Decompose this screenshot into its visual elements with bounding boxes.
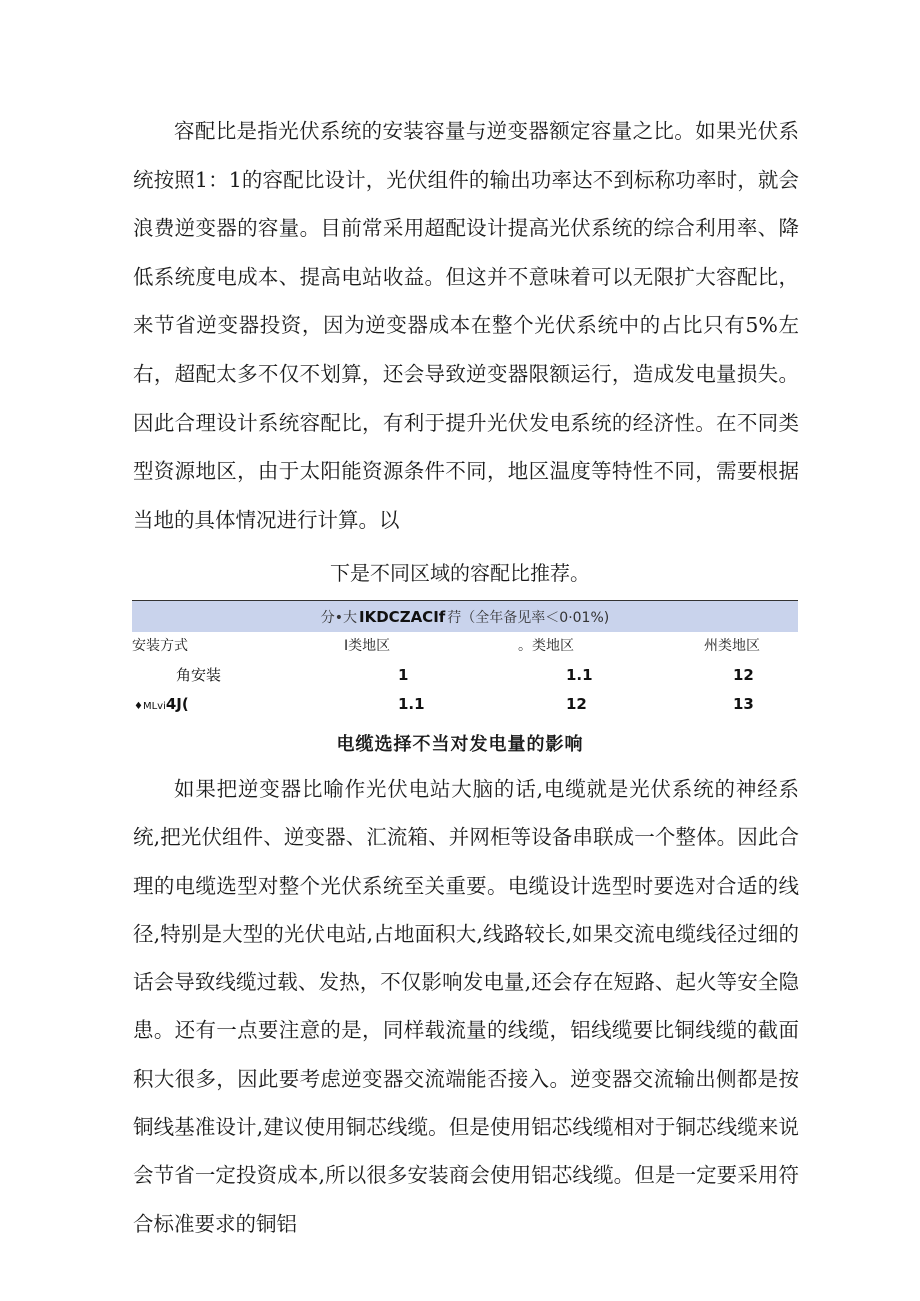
column-header-install-method: 安装方式: [132, 638, 188, 654]
cell-value: 1.1: [398, 695, 425, 713]
table-row: [132, 690, 798, 719]
table-caption: 下是不同区域的容配比推荐。: [330, 561, 590, 585]
table-header-suffix: 荇（全年备见率＜0·01%): [447, 609, 610, 626]
table-header-prefix: 分•大: [320, 609, 358, 626]
row-label-bold: 4J(: [165, 695, 189, 713]
table-header-band: [132, 601, 798, 632]
row-label: [134, 690, 189, 721]
cell-value: 12: [566, 695, 587, 713]
table-row: [132, 661, 798, 690]
row-label-small: ♦MLvi: [134, 701, 166, 712]
table-column-headers: [132, 632, 798, 661]
cell-value: 1: [398, 666, 409, 684]
section-heading: 电缆选择不当对发电量的影响: [336, 734, 584, 755]
cell-value: 1.1: [566, 666, 593, 684]
cell-value: 12: [733, 666, 754, 684]
column-header-region-2: 。类地区: [518, 638, 574, 654]
row-label: 角安装: [176, 666, 222, 684]
capacity-ratio-table: [132, 600, 798, 719]
cell-value: 13: [733, 695, 754, 713]
table-header-bold: IKDCZACIf: [359, 607, 446, 626]
cable-paragraph: 如果把逆变器比喻作光伏电站大脑的话,电缆就是光伏系统的神经系统,把光伏组件、逆变器、汇流箱、并网柜等设备串联成一个整体。因此合理的电缆选型对整个光伏系统至关重要。电缆设计选型时要选对合适的线径,特别是大型的光伏电站,占地面积大,线路较长,如果交流电缆线径过细的话会导致线缆过载、发热，不仅影响发电量,还会存在短路、起火等安全隐患。还有一点要注意的是，同样载流量的线缆，铝线缆要比铜线缆的截面积大很多，因此要考虑逆变器交流端能否接入。逆变器交流输出侧都是按铜线基准设计,建议使用铜芯线缆。但是使用铝芯线缆相对于铜芯线缆来说会节省一定投资成本,所以很多安装商会使用铝芯线缆。但是一定要采用符合标准要求的铜铝: [133, 777, 799, 1236]
column-header-region-1: I类地区: [344, 638, 391, 654]
intro-paragraph: 容配比是指光伏系统的安装容量与逆变器额定容量之比。如果光伏系统按照1：1的容配比设计，光伏组件的输出功率达不到标称功率时，就会浪费逆变器的容量。目前常采用超配设计提高光伏系统的综合利用率、降低系统度电成本、提高电站收益。但这并不意味着可以无限扩大容配比，来节省逆变器投资，因为逆变器成本在整个光伏系统中的占比只有5%左右，超配太多不仅不划算，还会导致逆变器限额运行，造成发电量损失。因此合理设计系统容配比，有利于提升光伏发电系统的经济性。在不同类型资源地区，由于太阳能资源条件不同，地区温度等特性不同，需要根据当地的具体情况进行计算。以: [133, 119, 799, 532]
column-header-region-3: 州类地区: [704, 638, 760, 654]
